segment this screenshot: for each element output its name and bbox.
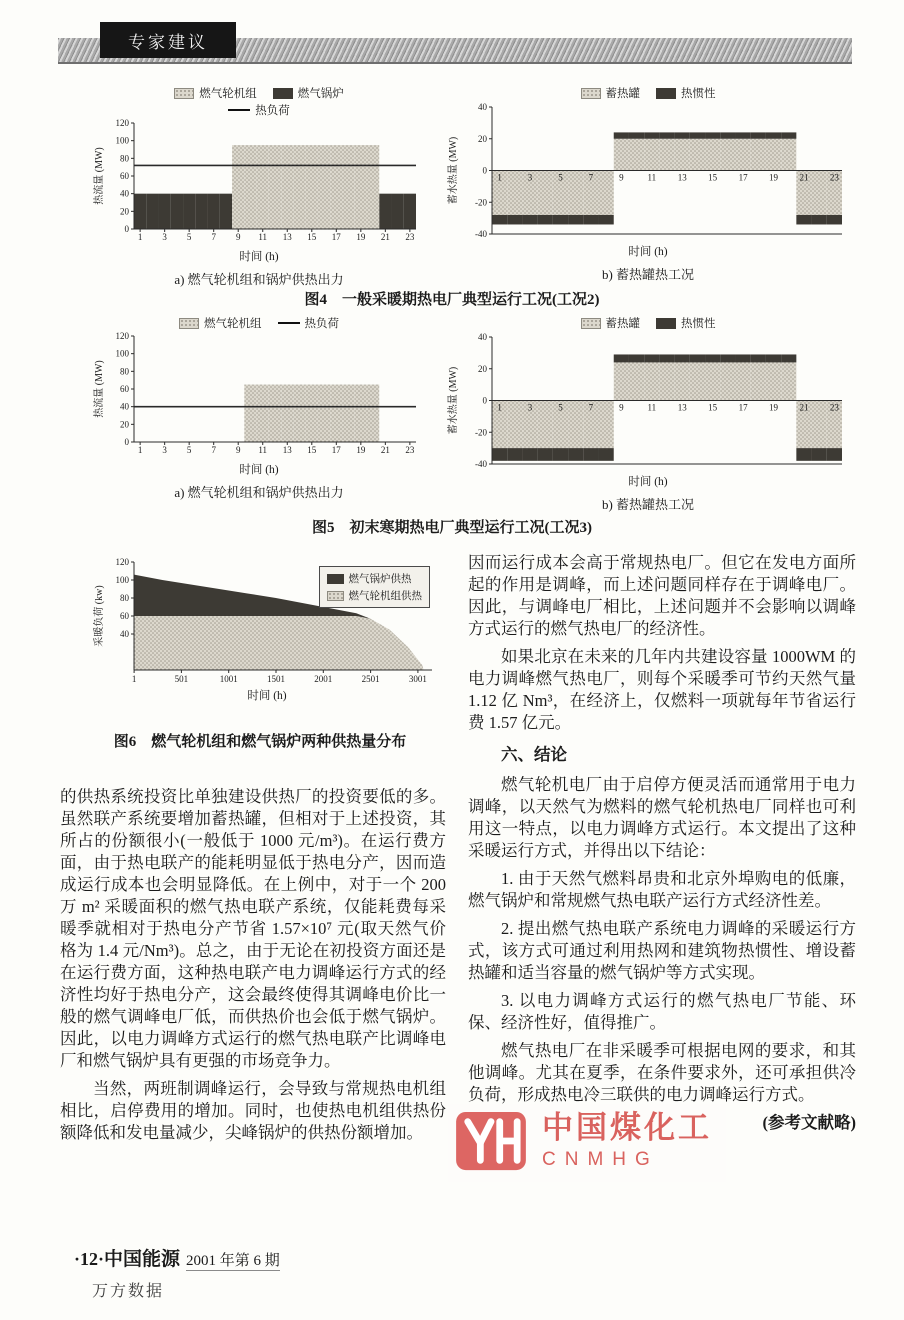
legend-row — [327, 588, 423, 603]
paragraph: 燃气热电厂在非采暖季可根据电网的要求，和其他调峰。尤其在夏季，在条件要求外，还可承担供冷负荷，形成热电冷三联供的电力调峰运行方式。 — [468, 1041, 856, 1104]
legend-swatch-stipple — [581, 88, 601, 99]
fig6-xlabel: 时间 (h) — [247, 690, 287, 702]
section-tag: 专家建议 — [100, 22, 236, 58]
legend-swatch-line — [228, 109, 250, 111]
legend-row — [327, 571, 423, 586]
svg-text:40: 40 — [120, 401, 129, 412]
svg-text:40: 40 — [120, 188, 129, 199]
page-number: ·12· — [74, 1249, 105, 1269]
svg-text:501: 501 — [174, 674, 189, 684]
svg-text:-40: -40 — [475, 229, 487, 239]
svg-text:19: 19 — [769, 402, 779, 413]
fig5a-xlabel: 时间 (h) — [239, 464, 279, 476]
svg-text:80: 80 — [120, 366, 129, 377]
svg-text:9: 9 — [619, 402, 624, 413]
svg-text:11: 11 — [258, 232, 268, 242]
fig5a-chart — [92, 332, 426, 460]
left-column — [60, 786, 446, 1150]
svg-text:120: 120 — [115, 119, 129, 128]
svg-text:100: 100 — [115, 135, 129, 146]
svg-text:17: 17 — [331, 445, 341, 455]
fig5b-chart — [446, 332, 850, 472]
paragraph: 如果北京在未来的几年内共建设容量 1000WM 的电力调峰燃气热电厂，则每个采暖季可节约天然气量 1.12 亿 Nm³，在经济上，仅燃料一项就每年节省运行费 1.57 亿元。 — [468, 647, 856, 732]
svg-text:23: 23 — [405, 232, 415, 242]
fig4a-subcaption: a) 燃气轮机组和锅炉供热出力 — [174, 272, 344, 287]
svg-text:1501: 1501 — [266, 674, 285, 684]
fig6-legend — [319, 566, 431, 608]
svg-text:23: 23 — [829, 402, 839, 413]
fig5-caption: 图5 初末寒期热电厂典型运行工况(工况3) — [312, 520, 592, 536]
right-column — [468, 552, 856, 1140]
legend-label: 燃气锅炉 — [297, 88, 344, 100]
svg-text:2001: 2001 — [314, 674, 333, 684]
svg-text:11: 11 — [258, 445, 268, 455]
svg-text:17: 17 — [738, 172, 748, 183]
fig4a-chart — [92, 119, 426, 247]
svg-text:5: 5 — [558, 172, 563, 183]
svg-text:21: 21 — [799, 172, 809, 183]
svg-text:23: 23 — [829, 172, 839, 183]
legend-label: 燃气轮机组供热 — [348, 591, 422, 602]
svg-text:20: 20 — [120, 419, 129, 430]
svg-text:采暖负荷 (kw): 采暖负荷 (kw) — [94, 585, 105, 647]
svg-text:40: 40 — [478, 102, 487, 112]
legend-swatch-dark — [656, 318, 676, 329]
svg-text:0: 0 — [124, 437, 129, 447]
fig4a-xlabel: 时间 (h) — [239, 251, 279, 263]
figure-4a — [92, 84, 426, 288]
svg-text:5: 5 — [558, 402, 563, 413]
legend-item — [273, 85, 344, 101]
svg-text:9: 9 — [619, 172, 624, 183]
svg-text:3001: 3001 — [408, 674, 427, 684]
legend-label: 热惯性 — [681, 88, 716, 100]
watermark-subtitle: CNMHG — [542, 1148, 659, 1170]
svg-text:3: 3 — [162, 232, 167, 242]
svg-text:15: 15 — [307, 445, 317, 455]
svg-text:-20: -20 — [475, 427, 487, 438]
legend-swatch-line — [278, 322, 300, 324]
legend-row — [446, 85, 850, 101]
watermark-logo — [454, 1110, 528, 1172]
svg-text:60: 60 — [120, 384, 129, 394]
svg-text:17: 17 — [738, 402, 748, 413]
svg-text:120: 120 — [115, 332, 129, 341]
svg-text:120: 120 — [115, 557, 129, 567]
svg-text:60: 60 — [120, 611, 129, 621]
legend-swatch-stipple — [327, 591, 344, 601]
svg-text:23: 23 — [405, 445, 415, 455]
svg-text:100: 100 — [115, 348, 129, 359]
svg-text:21: 21 — [799, 402, 809, 413]
svg-text:15: 15 — [708, 172, 718, 183]
footer — [74, 1244, 280, 1271]
legend-item — [656, 315, 716, 331]
legend-label: 蓄热罐 — [605, 318, 640, 330]
svg-text:-40: -40 — [475, 459, 487, 469]
svg-text:13: 13 — [282, 232, 292, 242]
paragraph: 2. 提出燃气热电联产系统电力调峰的采暖运行方式，该方式可通过利用热网和建筑物热惯性、增设蓄热罐和适当容量的燃气锅炉等方式实现。 — [468, 919, 856, 982]
fig4b-xlabel: 时间 (h) — [628, 246, 668, 258]
legend-item — [327, 571, 412, 586]
watermark — [448, 1104, 726, 1182]
svg-text:80: 80 — [120, 153, 129, 164]
svg-text:21: 21 — [380, 232, 390, 242]
journal-name: 中国能源 — [104, 1249, 181, 1270]
fig4b-chart — [446, 102, 850, 242]
legend-label: 蓄热罐 — [605, 88, 640, 100]
legend-row — [92, 102, 426, 118]
paragraph: 因而运行成本会高于常规热电厂。但它在发电方面所起的作用是调峰，而上述问题同样存在于调峰电厂。因此，与调峰电厂相比，上述问题并不会影响以调峰方式运行的燃气热电厂的经济性。 — [468, 553, 856, 638]
svg-text:9: 9 — [235, 232, 241, 242]
svg-text:7: 7 — [588, 172, 594, 183]
svg-text:15: 15 — [708, 402, 718, 413]
svg-text:19: 19 — [769, 172, 779, 183]
svg-text:11: 11 — [647, 402, 657, 413]
svg-text:5: 5 — [186, 445, 192, 455]
svg-text:13: 13 — [282, 445, 292, 455]
legend-item — [656, 85, 716, 101]
paragraph: 3. 以电力调峰方式运行的燃气热电厂节能、环保、经济性好，值得推广。 — [468, 991, 856, 1032]
svg-text:0: 0 — [482, 395, 487, 406]
legend-item — [278, 315, 340, 331]
svg-text:9: 9 — [235, 445, 241, 455]
svg-text:2501: 2501 — [361, 674, 380, 684]
legend-item — [327, 588, 423, 603]
fig4-caption: 图4 一般采暖期热电厂典型运行工况(工况2) — [304, 292, 600, 308]
provider-mark: 万方数据 — [92, 1283, 165, 1300]
legend-item — [174, 85, 257, 101]
svg-text:3: 3 — [527, 402, 533, 413]
svg-text:-20: -20 — [475, 197, 487, 208]
figure-6 — [88, 556, 446, 703]
legend-swatch-dark — [656, 88, 676, 99]
svg-text:1: 1 — [131, 674, 137, 684]
svg-text:20: 20 — [120, 206, 129, 217]
legend-item — [228, 102, 290, 118]
svg-text:1: 1 — [137, 445, 143, 455]
svg-text:1001: 1001 — [219, 674, 238, 684]
svg-text:1: 1 — [137, 232, 143, 242]
paragraph: 的供热系统投资比单独建设供热厂的投资要低的多。虽然联产系统要增加蓄热罐，但相对于上述投资，其所占的份额很小(一般低于 1000 元/m³)。在运行费方面，由于热电联产的能耗明显低于热电分产，因而造成运行成本也会明显降低。在上例中，对于一个 200 万 m² 采暖面积的燃气热电联产系统，仅能耗费每采暖季就相对于热电分产节省 1.57×10⁷ 元(取天然气价格为 1.4 元/Nm³)。总之，由于无论在初投资方面还是在运行费方面，这种热电联产电力调峰运行方式的经济性均好于热电分产，这会最终使得其调峰电价比一般的燃气调峰电厂低，而供热价也会低于燃气锅炉。因此，以电力调峰方式运行的燃气热电联产比调峰电厂和燃气锅炉具有更强的市场竞争力。 — [60, 787, 446, 1070]
svg-text:13: 13 — [677, 402, 687, 413]
legend-swatch-stipple — [179, 318, 199, 329]
fig5b-legend — [446, 314, 850, 332]
legend-row — [92, 315, 426, 331]
svg-text:1: 1 — [497, 402, 502, 413]
legend-label: 热惯性 — [681, 318, 716, 330]
legend-item — [581, 85, 641, 101]
legend-label: 热负荷 — [304, 318, 339, 330]
svg-text:100: 100 — [115, 575, 129, 585]
fig4b-subcaption: b) 蓄热罐热工况 — [601, 267, 695, 282]
figure-4b — [446, 84, 850, 283]
svg-text:15: 15 — [307, 232, 317, 242]
issue-label: 2001 年第 6 期 — [186, 1253, 280, 1269]
paragraph: 燃气轮机电厂由于启停方便灵活而通常用于电力调峰，以天然气为燃料的燃气轮机热电厂同样也可利用这一特点，以电力调峰方式运行。本文提出了这种采暖运行方式，并得出以下结论： — [468, 775, 856, 860]
legend-swatch-dark — [327, 574, 344, 584]
svg-text:7: 7 — [211, 232, 216, 242]
legend-swatch-dark — [273, 88, 293, 99]
fig5b-xlabel: 时间 (h) — [628, 476, 668, 488]
svg-text:蓄水热量 (MW): 蓄水热量 (MW) — [448, 136, 459, 205]
paragraph: 当然，两班制调峰运行，会导致与常规热电机组相比，启停费用的增加。同时，也使热电机组供热份额降低和发电量减少，尖峰锅炉的供热份额增加。 — [60, 1079, 446, 1142]
svg-text:13: 13 — [677, 172, 687, 183]
svg-text:40: 40 — [120, 629, 129, 639]
conclusion-heading: 六、结论 — [501, 745, 567, 764]
legend-label: 燃气轮机组 — [204, 318, 262, 330]
svg-text:热流量 (MW): 热流量 (MW) — [94, 147, 105, 205]
svg-text:20: 20 — [478, 363, 487, 374]
svg-text:80: 80 — [120, 593, 129, 603]
svg-text:0: 0 — [124, 224, 129, 234]
svg-text:0: 0 — [482, 165, 487, 176]
legend-item — [581, 315, 641, 331]
svg-text:20: 20 — [478, 133, 487, 144]
watermark-title: 中国煤化工 — [542, 1110, 712, 1146]
fig6-caption: 图6 燃气轮机组和燃气锅炉两种供热量分布 — [113, 734, 407, 750]
svg-text:5: 5 — [186, 232, 192, 242]
references-note: (参考文献略) — [762, 1113, 856, 1132]
svg-text:蓄水热量 (MW): 蓄水热量 (MW) — [448, 366, 459, 435]
svg-text:60: 60 — [120, 171, 129, 181]
fig4a-legend — [92, 84, 426, 119]
legend-swatch-stipple — [174, 88, 194, 99]
svg-text:3: 3 — [162, 445, 167, 455]
svg-text:11: 11 — [647, 172, 657, 183]
fig5a-subcaption: a) 燃气轮机组和锅炉供热出力 — [174, 485, 344, 500]
fig4b-legend — [446, 84, 850, 102]
legend-label: 燃气轮机组 — [199, 88, 257, 100]
paragraph: 1. 由于天然气燃料昂贵和北京外埠购电的低廉，燃气锅炉和常规燃气热电联产运行方式经济性差。 — [468, 869, 856, 910]
svg-text:21: 21 — [380, 445, 390, 455]
watermark-text — [542, 1111, 712, 1170]
fig5a-legend — [92, 314, 426, 332]
svg-text:17: 17 — [331, 232, 341, 242]
legend-row — [446, 315, 850, 331]
svg-text:19: 19 — [356, 232, 366, 242]
figure-5a — [92, 314, 426, 501]
svg-text:7: 7 — [211, 445, 216, 455]
svg-text:热流量 (MW): 热流量 (MW) — [94, 360, 105, 418]
svg-text:19: 19 — [356, 445, 366, 455]
legend-item — [179, 315, 262, 331]
svg-text:40: 40 — [478, 332, 487, 342]
fig5b-subcaption: b) 蓄热罐热工况 — [601, 497, 695, 512]
svg-text:7: 7 — [588, 402, 594, 413]
legend-swatch-stipple — [581, 318, 601, 329]
svg-text:3: 3 — [527, 172, 533, 183]
legend-label: 热负荷 — [255, 105, 290, 117]
figure-5b — [446, 314, 850, 513]
svg-text:1: 1 — [497, 172, 502, 183]
legend-label: 燃气锅炉供热 — [348, 574, 412, 585]
legend-row — [92, 85, 426, 101]
